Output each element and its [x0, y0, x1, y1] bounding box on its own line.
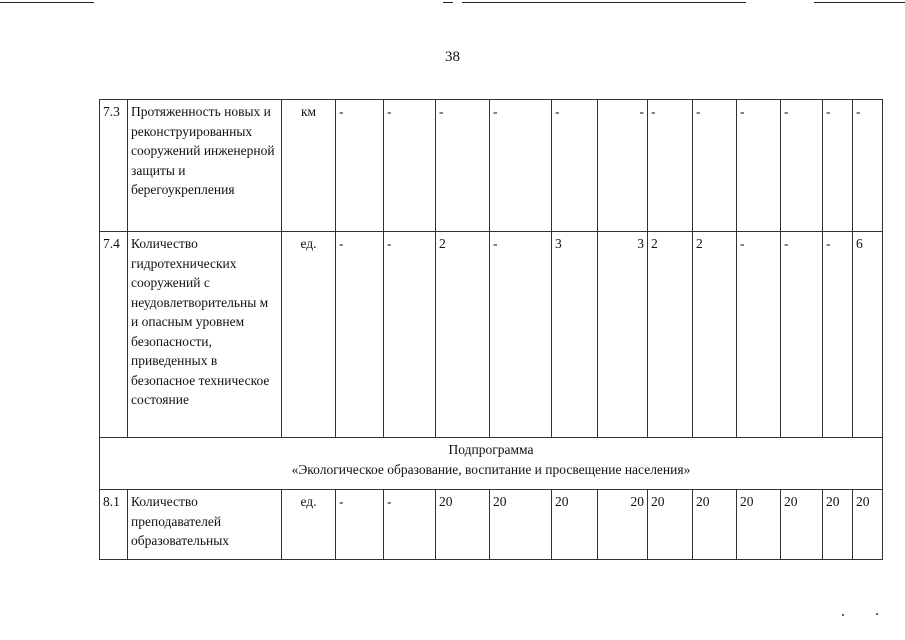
value-cell: 3 [598, 232, 648, 438]
value-cell: - [823, 100, 853, 232]
header-rule-right [814, 2, 905, 3]
table-row-7-4 [100, 232, 883, 438]
header-rule-center [462, 2, 746, 3]
row-number: 7.3 [100, 100, 128, 232]
value-cell: 20 [648, 490, 693, 560]
value-cell: - [490, 100, 552, 232]
value-cell: 20 [552, 490, 598, 560]
subprogram-label: Подпрограмма [448, 442, 534, 457]
row-number: 8.1 [100, 490, 128, 560]
indicator-name: Количество гидротехнических сооружений с неудовлетворительны м и опасным уровнем безопасности, приведенных в безопасное техническое состояние [128, 232, 282, 438]
value-cell: 20 [693, 490, 737, 560]
unit-cell: км [282, 100, 336, 232]
value-cell: - [384, 490, 436, 560]
value-cell: 2 [693, 232, 737, 438]
scan-speck [842, 614, 844, 616]
value-cell: - [336, 232, 384, 438]
value-cell: 20 [853, 490, 883, 560]
value-cell: 3 [552, 232, 598, 438]
row-number: 7.4 [100, 232, 128, 438]
value-cell: - [436, 100, 490, 232]
value-cell: - [823, 232, 853, 438]
value-cell: - [693, 100, 737, 232]
header-rule-dash [443, 2, 453, 3]
value-cell: 20 [598, 490, 648, 560]
indicators-table [99, 99, 883, 560]
indicator-name: Количество преподавателей образовательных [128, 490, 282, 560]
subprogram-row [100, 438, 883, 490]
table-row-8-1 [100, 490, 883, 560]
value-cell: 20 [436, 490, 490, 560]
value-cell: - [781, 232, 823, 438]
subprogram-heading [100, 438, 883, 490]
value-cell: 6 [853, 232, 883, 438]
indicator-name: Протяженность новых и реконструированных сооружений инженерной защиты и берегоукрепления [128, 100, 282, 232]
value-cell: - [853, 100, 883, 232]
value-cell: - [336, 490, 384, 560]
value-cell: - [384, 232, 436, 438]
value-cell: 2 [436, 232, 490, 438]
subprogram-title: «Экологическое образование, воспитание и просвещение населения» [291, 461, 691, 477]
value-cell: - [336, 100, 384, 232]
value-cell: - [598, 100, 648, 232]
table-row-7-3 [100, 100, 883, 232]
unit-cell: ед. [282, 232, 336, 438]
scan-speck [876, 613, 878, 615]
value-cell: - [781, 100, 823, 232]
value-cell: 20 [737, 490, 781, 560]
value-cell: - [737, 100, 781, 232]
value-cell: - [737, 232, 781, 438]
value-cell: 20 [490, 490, 552, 560]
value-cell: - [648, 100, 693, 232]
value-cell: - [552, 100, 598, 232]
value-cell: 20 [823, 490, 853, 560]
page-number: 38 [445, 49, 460, 65]
value-cell: - [490, 232, 552, 438]
header-rule-left [0, 2, 94, 3]
value-cell: 2 [648, 232, 693, 438]
value-cell: - [384, 100, 436, 232]
unit-cell: ед. [282, 490, 336, 560]
value-cell: 20 [781, 490, 823, 560]
